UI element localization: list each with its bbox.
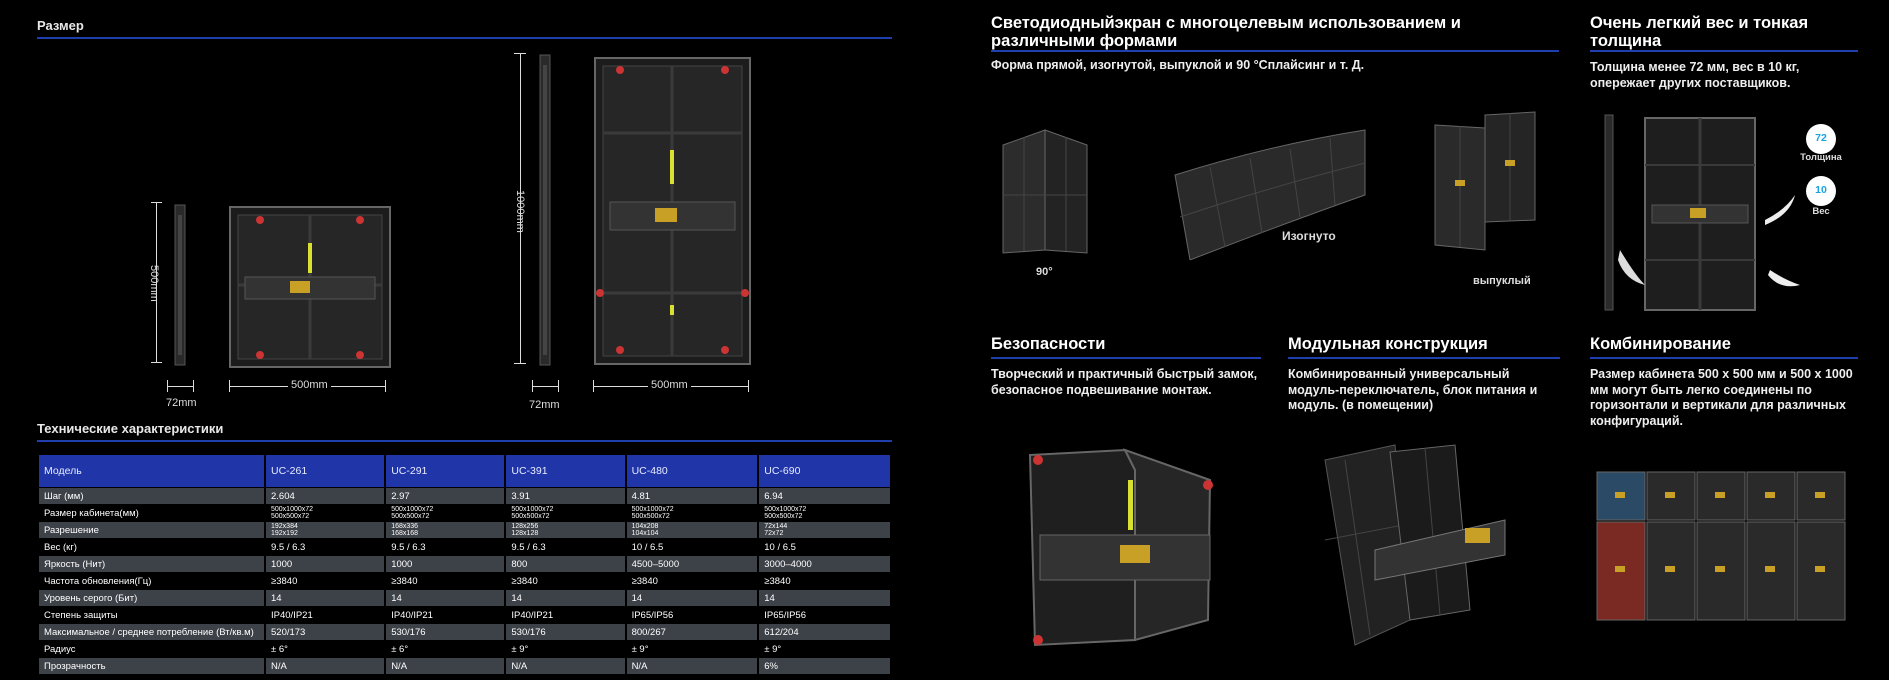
- spec-title-rule: [37, 440, 892, 442]
- spec-cell: 3000–4000: [759, 556, 890, 572]
- spec-cell: 800/267: [627, 624, 758, 640]
- spec-cell: N/A: [506, 658, 624, 674]
- spec-header-model: Модель: [39, 455, 264, 487]
- curved-screen-image: [1170, 125, 1370, 260]
- safety-desc: Творческий и практичный быстрый замок, безопасное подвешивание монтаж.: [991, 367, 1258, 397]
- spec-cell-line: 168x168: [391, 530, 419, 537]
- spec-cell-line: 500x500x72: [511, 513, 550, 520]
- spec-row-label: Частота обновления(Гц): [39, 573, 264, 589]
- spec-cell: ≥3840: [627, 573, 758, 589]
- thickness-badge: 72: [1806, 124, 1836, 154]
- spec-cell: IP65/IP56: [627, 607, 758, 623]
- spec-cell-line: 500x1000x72: [391, 506, 434, 513]
- spec-cell: 4500–5000: [627, 556, 758, 572]
- safety-lock-image: [1020, 440, 1220, 665]
- spec-cell: [266, 522, 384, 538]
- spec-cell: IP65/IP56: [759, 607, 890, 623]
- large-height-tick-top: [514, 53, 526, 54]
- spec-cell: [627, 505, 758, 521]
- spec-row-label: Вес (кг): [39, 539, 264, 555]
- spec-cell: 3.91: [506, 488, 624, 504]
- spec-header-cell: UC-480: [627, 455, 758, 487]
- spec-cell-line: 192x384: [271, 523, 298, 530]
- spec-cell: [266, 505, 384, 521]
- spec-cell: ± 9°: [506, 641, 624, 657]
- spec-cell: 800: [506, 556, 624, 572]
- spec-row-label: Размер кабинета(мм): [39, 505, 264, 521]
- spec-cell-line: 72x144: [764, 523, 788, 530]
- spec-row: [39, 573, 890, 589]
- spec-cell: [759, 505, 890, 521]
- spec-cell-line: 104x208: [631, 523, 659, 530]
- spec-cell: ≥3840: [759, 573, 890, 589]
- small-depth-tick-r: [193, 380, 194, 392]
- spec-row-label: Степень защиты: [39, 607, 264, 623]
- spec-row-label: Максимальное / среднее потребление (Вт/кв.м): [39, 624, 264, 640]
- spec-cell-line: 500x500x72: [391, 513, 430, 520]
- large-depth-line: [532, 386, 558, 387]
- convex-screen-image: [1430, 110, 1540, 255]
- safety-title: Безопасности: [991, 335, 1106, 353]
- light-cabinet-image: [1600, 110, 1800, 315]
- spec-header-cell: UC-690: [759, 455, 890, 487]
- spec-title: Технические характеристики: [37, 421, 224, 436]
- spec-cell: 14: [759, 590, 890, 606]
- light-title: Очень легкий вес и тонкая толщина: [1590, 14, 1809, 50]
- multi-title-rule: [991, 50, 1559, 52]
- spec-cell: [386, 522, 504, 538]
- combo-grid-image: [1595, 470, 1850, 625]
- spec-cell-line: 192x192: [271, 530, 298, 537]
- spec-cell: [506, 522, 624, 538]
- large-width-label: 500mm: [648, 379, 691, 391]
- modular-title: Модульная конструкция: [1288, 335, 1488, 353]
- spec-cell: 14: [506, 590, 624, 606]
- large-height-tick-bottom: [514, 363, 526, 364]
- spec-header-cell: UC-291: [386, 455, 504, 487]
- weight-label: Вес: [1812, 206, 1830, 217]
- light-desc: Толщина менее 72 мм, вес в 10 кг, опережает других поставщиков.: [1590, 60, 1800, 90]
- spec-cell: IP40/IP21: [386, 607, 504, 623]
- spec-header-cell: UC-261: [266, 455, 384, 487]
- spec-row: [39, 488, 890, 504]
- spec-cell: [759, 522, 890, 538]
- spec-row-label: Радиус: [39, 641, 264, 657]
- spec-row-label: Яркость (Нит): [39, 556, 264, 572]
- spec-cell: 9.5 / 6.3: [386, 539, 504, 555]
- spec-cell: 1000: [266, 556, 384, 572]
- spec-cell: ± 9°: [759, 641, 890, 657]
- spec-cell: [506, 505, 624, 521]
- spec-row: [39, 505, 890, 521]
- spec-cell: 1000: [386, 556, 504, 572]
- small-height-tick-top: [151, 202, 162, 203]
- spec-cell: 9.5 / 6.3: [266, 539, 384, 555]
- large-depth-tick-l: [532, 380, 533, 392]
- spec-row-label: Разрешение: [39, 522, 264, 538]
- spec-cell: [386, 505, 504, 521]
- modular-desc: Комбинированный универсальный модуль-переключатель, блок питания и модуль. (в помещении): [1288, 367, 1538, 412]
- spec-cell-line: 500x1000x72: [764, 506, 807, 513]
- small-height-label: 500mm: [148, 265, 160, 302]
- large-width-tick-r: [748, 380, 749, 392]
- large-depth-tick-r: [558, 380, 559, 392]
- spec-cell: 520/173: [266, 624, 384, 640]
- spec-row: [39, 539, 890, 555]
- spec-table: [37, 454, 892, 675]
- small-depth-line: [167, 386, 193, 387]
- caption-90: 90°: [1036, 266, 1053, 278]
- spec-cell: ≥3840: [506, 573, 624, 589]
- multi-title: Светодиодныйэкран с многоцелевым использованием и различными формами: [991, 14, 1461, 50]
- spec-cell: 2.604: [266, 488, 384, 504]
- spec-cell: 10 / 6.5: [759, 539, 890, 555]
- spec-row-label: Уровень серого (Бит): [39, 590, 264, 606]
- combo-desc: Размер кабинета 500 x 500 мм и 500 x 1000 мм могут быть легко соединены по горизонтали и вертикали для различных конфигураций.: [1590, 367, 1853, 428]
- large-width-tick-l: [593, 380, 594, 392]
- spec-cell: 14: [266, 590, 384, 606]
- safety-title-rule: [991, 357, 1261, 359]
- light-title-rule: [1590, 50, 1858, 52]
- spec-cell: IP40/IP21: [266, 607, 384, 623]
- spec-row: [39, 658, 890, 674]
- spec-row-label: Шаг (мм): [39, 488, 264, 504]
- spec-cell-line: 500x500x72: [631, 513, 670, 520]
- spec-cell: 2.97: [386, 488, 504, 504]
- spec-cell-line: 128x256: [511, 523, 539, 530]
- spec-header-row: [39, 455, 890, 487]
- modular-exploded-image: [1315, 440, 1535, 650]
- spec-cell-line: 500x500x72: [764, 513, 803, 520]
- spec-row: [39, 641, 890, 657]
- spec-row: [39, 624, 890, 640]
- spec-row-label: Прозрачность: [39, 658, 264, 674]
- spec-cell-line: 128x128: [511, 530, 539, 537]
- size-title-rule: [37, 37, 892, 39]
- small-width-tick-l: [229, 380, 230, 392]
- spec-row: [39, 556, 890, 572]
- angle-90-image: [995, 125, 1095, 260]
- caption-convex: выпуклый: [1473, 275, 1531, 287]
- spec-cell: 530/176: [506, 624, 624, 640]
- spec-cell-line: 168x336: [391, 523, 419, 530]
- large-height-label: 1000mm: [514, 190, 526, 233]
- spec-cell: ≥3840: [266, 573, 384, 589]
- weight-badge: 10: [1806, 176, 1836, 206]
- spec-cell: ± 9°: [627, 641, 758, 657]
- spec-cell: 530/176: [386, 624, 504, 640]
- small-height-tick-bottom: [151, 362, 162, 363]
- spec-cell: 6%: [759, 658, 890, 674]
- multi-desc: Форма прямой, изогнутой, выпуклой и 90 °Сплайсинг и т. Д.: [991, 58, 1365, 72]
- spec-cell: 14: [627, 590, 758, 606]
- spec-cell: IP40/IP21: [506, 607, 624, 623]
- spec-cell-line: 500x500x72: [271, 513, 310, 520]
- caption-curved: Изогнуто: [1282, 229, 1336, 243]
- small-depth-tick-l: [167, 380, 168, 392]
- spec-cell: ± 6°: [266, 641, 384, 657]
- spec-cell: ≥3840: [386, 573, 504, 589]
- combo-title-rule: [1590, 357, 1858, 359]
- large-cabinet-drawing: [520, 50, 760, 370]
- modular-title-rule: [1288, 357, 1560, 359]
- spec-cell: 14: [386, 590, 504, 606]
- spec-row: [39, 590, 890, 606]
- spec-cell: N/A: [627, 658, 758, 674]
- spec-cell: 9.5 / 6.3: [506, 539, 624, 555]
- small-width-label: 500mm: [288, 379, 331, 391]
- spec-cell-line: 500x1000x72: [631, 506, 674, 513]
- spec-cell-line: 500x1000x72: [511, 506, 554, 513]
- spec-cell: N/A: [386, 658, 504, 674]
- small-depth-label: 72mm: [166, 397, 197, 409]
- small-cabinet-drawing: [150, 195, 400, 395]
- size-title: Размер: [37, 18, 84, 33]
- thickness-label: Толщина: [1800, 152, 1842, 163]
- large-depth-label: 72mm: [529, 399, 560, 411]
- spec-cell: 6.94: [759, 488, 890, 504]
- spec-cell: N/A: [266, 658, 384, 674]
- small-width-tick-r: [385, 380, 386, 392]
- spec-cell: ± 6°: [386, 641, 504, 657]
- combo-title: Комбинирование: [1590, 335, 1731, 353]
- spec-row: [39, 522, 890, 538]
- spec-cell: 10 / 6.5: [627, 539, 758, 555]
- spec-cell-line: 500x1000x72: [271, 506, 314, 513]
- spec-cell: 4.81: [627, 488, 758, 504]
- spec-cell: 612/204: [759, 624, 890, 640]
- spec-cell-line: 72x72: [764, 530, 784, 537]
- spec-cell: [627, 522, 758, 538]
- spec-row: [39, 607, 890, 623]
- spec-cell-line: 104x104: [631, 530, 659, 537]
- spec-header-cell: UC-391: [506, 455, 624, 487]
